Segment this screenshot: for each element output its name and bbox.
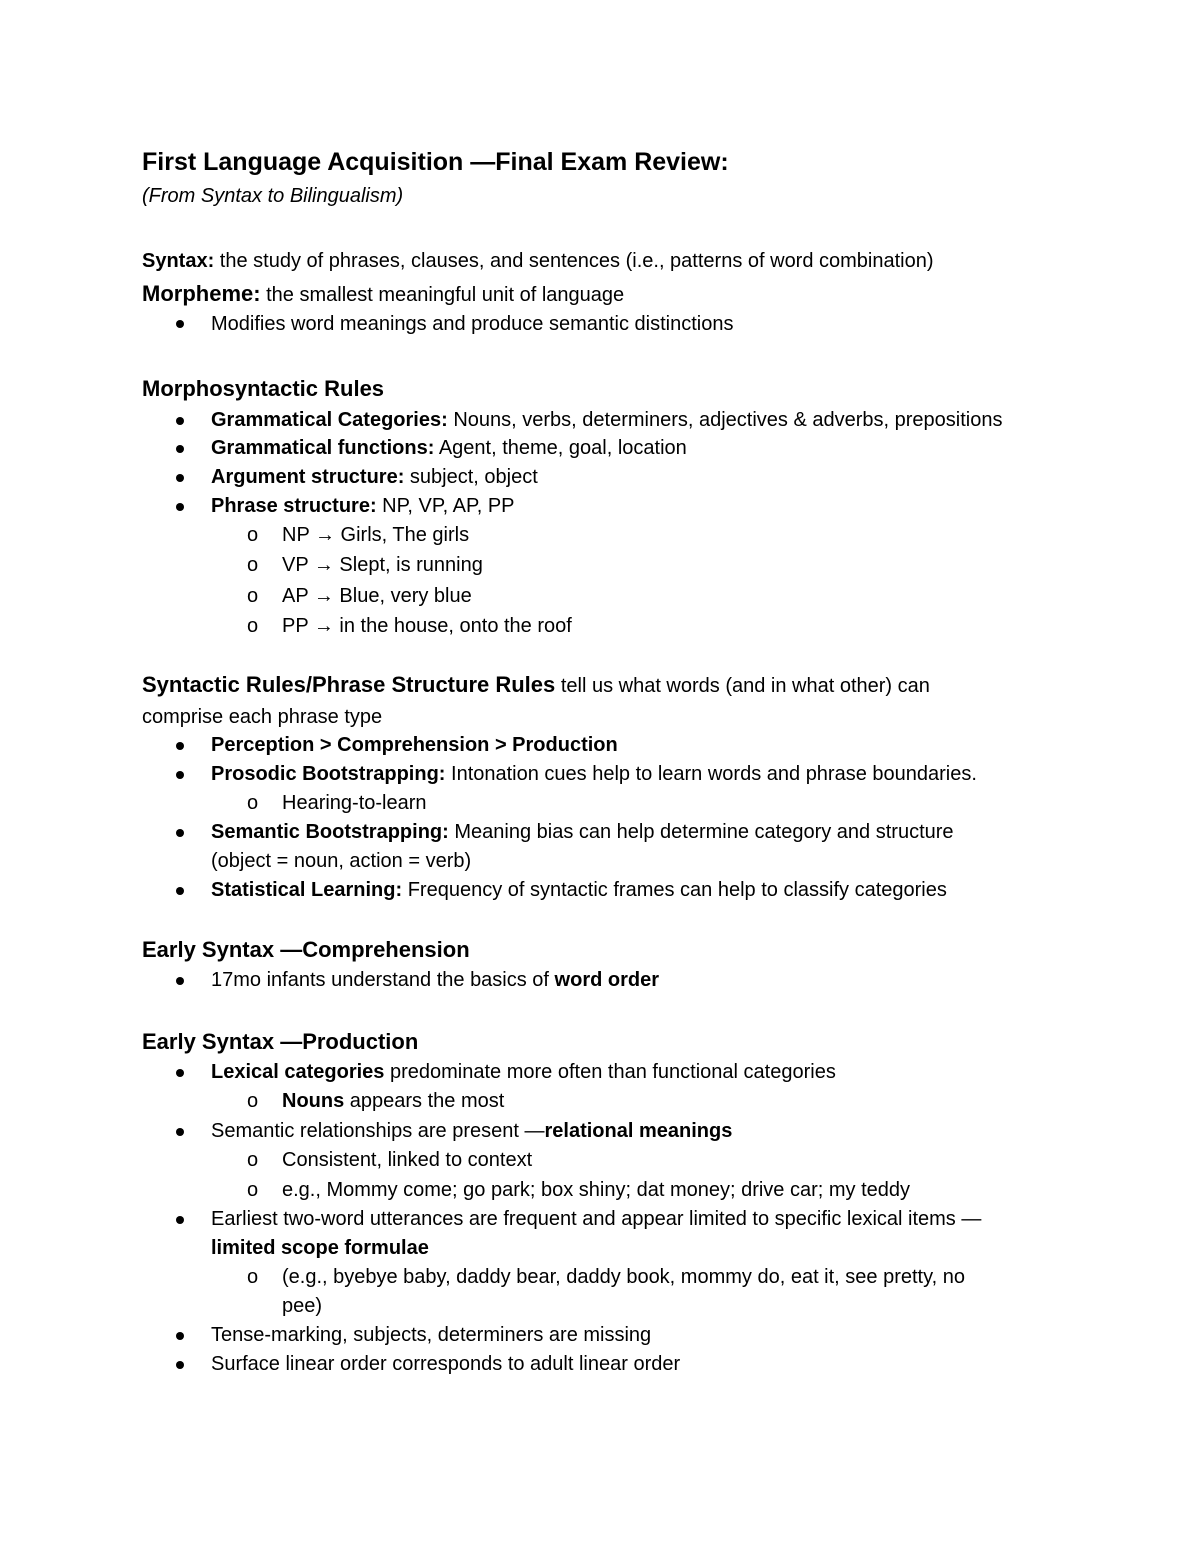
morpheme-bullet: Modifies word meanings and produce semantic distinctions xyxy=(211,313,734,335)
bullet-icon xyxy=(176,977,184,985)
sub-bullet-marker: o xyxy=(247,585,259,607)
list-item: Earliest two-word utterances are frequent and appear limited to specific lexical items — xyxy=(211,1208,982,1230)
sub-bullet-marker: o xyxy=(247,1266,259,1288)
item-bold: relational meanings xyxy=(544,1120,733,1142)
list-item xyxy=(211,878,947,902)
bullet-icon xyxy=(176,474,184,482)
page-title: First Language Acquisition —Final Exam Review: xyxy=(142,148,729,176)
bullet-icon xyxy=(176,503,184,511)
item-label: Phrase structure: xyxy=(211,495,377,517)
list-item xyxy=(211,436,687,460)
list-item xyxy=(211,968,659,992)
item-text: Nouns, verbs, determiners, adjectives & adverbs, prepositions xyxy=(447,409,1003,431)
intro-text: tell us what words (and in what other) can xyxy=(555,675,930,697)
sub-list-item: NP → Girls, The girls xyxy=(282,524,470,546)
list-item xyxy=(211,1119,732,1143)
bullet-icon xyxy=(176,417,184,425)
bullet-icon xyxy=(176,1128,184,1136)
item-text: Meaning bias can help determine category and structure xyxy=(448,821,954,843)
list-item xyxy=(211,494,515,518)
list-item-continuation: (object = noun, action = verb) xyxy=(211,850,472,872)
list-item xyxy=(211,820,954,844)
item-text: appears the most xyxy=(344,1090,505,1112)
bullet-icon xyxy=(176,1332,184,1340)
sub-list-item: AP → Blue, very blue xyxy=(282,585,472,607)
bullet-icon xyxy=(176,1069,184,1077)
early-production-heading: Early Syntax —Production xyxy=(142,1029,419,1054)
item-text: 17mo infants understand the basics of xyxy=(211,969,555,991)
list-item xyxy=(211,465,538,489)
sub-list-item xyxy=(282,1089,504,1113)
list-item: Surface linear order corresponds to adult linear order xyxy=(211,1353,681,1375)
item-label: Prosodic Bootstrapping: xyxy=(211,763,446,785)
list-item xyxy=(211,762,977,786)
syntactic-rules-intro-cont: comprise each phrase type xyxy=(142,706,383,728)
sub-list-item: PP → in the house, onto the roof xyxy=(282,615,572,637)
bullet-icon xyxy=(176,829,184,837)
sub-list-item: VP → Slept, is running xyxy=(282,554,483,576)
bullet-icon xyxy=(176,445,184,453)
list-item: Tense-marking, subjects, determiners are missing xyxy=(211,1324,652,1346)
bullet-icon xyxy=(176,1361,184,1369)
sub-list-item: Consistent, linked to context xyxy=(282,1149,533,1171)
item-text: NP, VP, AP, PP xyxy=(376,495,515,517)
item-label: Grammatical functions: xyxy=(211,437,435,459)
bullet-icon xyxy=(176,320,184,328)
item-text: Semantic relationships are present — xyxy=(211,1120,545,1142)
sub-list-item-continuation: pee) xyxy=(282,1295,323,1317)
syntax-def: the study of phrases, clauses, and sentences (i.e., patterns of word combination) xyxy=(214,250,934,272)
item-label: Argument structure: xyxy=(211,466,405,488)
bullet-icon xyxy=(176,887,184,895)
item-bold: Lexical categories xyxy=(211,1061,385,1083)
item-text: subject, object xyxy=(404,466,538,488)
bullet-icon xyxy=(176,742,184,750)
item-text: Agent, theme, goal, location xyxy=(434,437,687,459)
morpheme-term: Morpheme: xyxy=(142,281,261,306)
syntax-term: Syntax: xyxy=(142,250,215,272)
item-text: Frequency of syntactic frames can help to classify categories xyxy=(402,879,947,901)
sub-bullet-marker: o xyxy=(247,615,259,637)
item-label: Grammatical Categories: xyxy=(211,409,448,431)
syntax-definition xyxy=(142,249,934,273)
morpheme-def: the smallest meaningful unit of language xyxy=(260,284,625,306)
syntactic-rules-intro xyxy=(142,673,930,698)
list-item xyxy=(211,408,1002,432)
item-label: Semantic Bootstrapping: xyxy=(211,821,449,843)
page-subtitle: (From Syntax to Bilingualism) xyxy=(142,185,404,207)
list-item-continuation: limited scope formulae xyxy=(211,1237,429,1259)
sub-bullet-marker: o xyxy=(247,1149,259,1171)
item-bold: word order xyxy=(554,969,659,991)
sub-bullet-marker: o xyxy=(247,792,259,814)
sub-bullet-marker: o xyxy=(247,554,259,576)
list-item: Perception > Comprehension > Production xyxy=(211,734,618,756)
syntactic-rules-heading: Syntactic Rules/Phrase Structure Rules xyxy=(142,672,556,697)
list-item xyxy=(211,1060,836,1084)
sub-bullet-marker: o xyxy=(247,524,259,546)
item-bold: Nouns xyxy=(282,1090,345,1112)
sub-list-item: Hearing-to-learn xyxy=(282,792,427,814)
bullet-icon xyxy=(176,1216,184,1224)
sub-bullet-marker: o xyxy=(247,1179,259,1201)
sub-bullet-marker: o xyxy=(247,1090,259,1112)
bullet-icon xyxy=(176,771,184,779)
item-text: predominate more often than functional categories xyxy=(384,1061,836,1083)
sub-list-item: (e.g., byebye baby, daddy bear, daddy book, mommy do, eat it, see pretty, no xyxy=(282,1266,965,1288)
item-text: Intonation cues help to learn words and phrase boundaries. xyxy=(445,763,977,785)
morphosyntactic-heading: Morphosyntactic Rules xyxy=(142,376,385,401)
item-label: Statistical Learning: xyxy=(211,879,403,901)
sub-list-item: e.g., Mommy come; go park; box shiny; dat money; drive car; my teddy xyxy=(282,1179,911,1201)
early-comprehension-heading: Early Syntax —Comprehension xyxy=(142,937,470,962)
morpheme-definition xyxy=(142,282,624,307)
